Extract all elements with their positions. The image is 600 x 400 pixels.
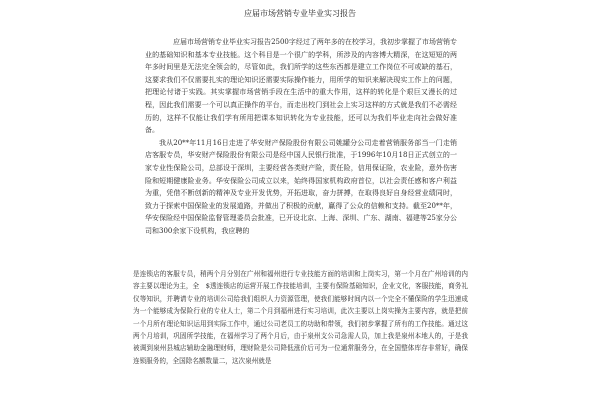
body-paragraph-1: 应届市场营销专业毕业实习报告2500字经过了两年多的在校学习，我初步掌握了市场营销专业的基础知识和基本专业技能。这个科目是一个很广的学科，所涉及的内容博大精深，在这短短的两年多时间里是无法完全领会的，尽管如此，我们所学的这些东西都是建立工作岗位不可或缺的基石，这要求我们不仅需要扎实的理论知识还需要实际操作能力，用所学的知识来解决现实工作上的问题，把理论付诸于实践。其实掌握市场营销手段在生活中的重大作用，这样的转化是个艰巨又漫长的过程，因此我们需要一个可以真正操作的平台，而走出校门到社会上实习这样的方式就是我们不必需经历的，这样不仅能让我们学有所用把课本知识转化为专业技能，还可以为我们毕业走向社会做好准备。 [145, 38, 457, 135]
document-body [145, 36, 457, 238]
body-paragraph-2: 我从20**年11月16日走进了华安财产保险股份有限公司姚罐分公司走着营销服务部当一门走销店客服专员，华安财产保险股份有限公司是经中国人民银行批准，于1996年10月18日正式创立的一家专业性保险公司，总部设于深圳，主要经营各类财产险，责任险，信用保证险，农业险，意外伤害险和短期健康险业务。华安保险公司成立以来，始终得国家机构政府首位，以社会责任感和客户利益为重，凭借不断创新的精神及专业开发优势，开拓进取，奋力拼搏，在取得良好自身经营业绩同时，致力于探索中国保险业的发展道路，并做出了积极的贡献，赢得了公众的信赖和支持。截至20**年，华安保险经中国保险监督管理委员会批准，已开设北京、上海、深圳、广东、湖南、福建等25家分公司和300余家下设机构，我应聘的 [145, 138, 457, 235]
body-paragraph-3: 是连锁店的客服专员，稍两个月分别在广州和福州进行专业技能方面的培训和上岗实习，第一个月在广州培训的内容主要以理论为主，全 $透连锁店的运营开展工作技能培训，主要有保险基础知识，企业文化，客服技能，商务礼仪等知识，并聘请专业的培训公司给我们组织人力资源管理，使我们能够时间内以一个完全不懂保险的学生迅速成为一个能够成为保险行业的专业人士，第二个月到福州进行实习培训，此次主要以上岗实操为主要内容，就是把前一个月所有理论知识运用到实际工作中，通过公司老员工的功助和带领，我们初步掌握了所有的工作技能。通过这两个月培训，巩固所学技能，在福州学习了两个月后，由于泉州支公司急需人员，加上我是泉州本地人的，于是我被调到泉州县城店辅助金融理财师，理财险是公司降低涨价后可为一位通常服务分，在全国整体库存非常好，确保连锁服务的，全国除名额数量二，这次泉州就是 [133, 270, 468, 365]
document-title: 应届市场营销专业毕业实习报告 [244, 9, 356, 18]
document-body-continued [133, 268, 468, 367]
